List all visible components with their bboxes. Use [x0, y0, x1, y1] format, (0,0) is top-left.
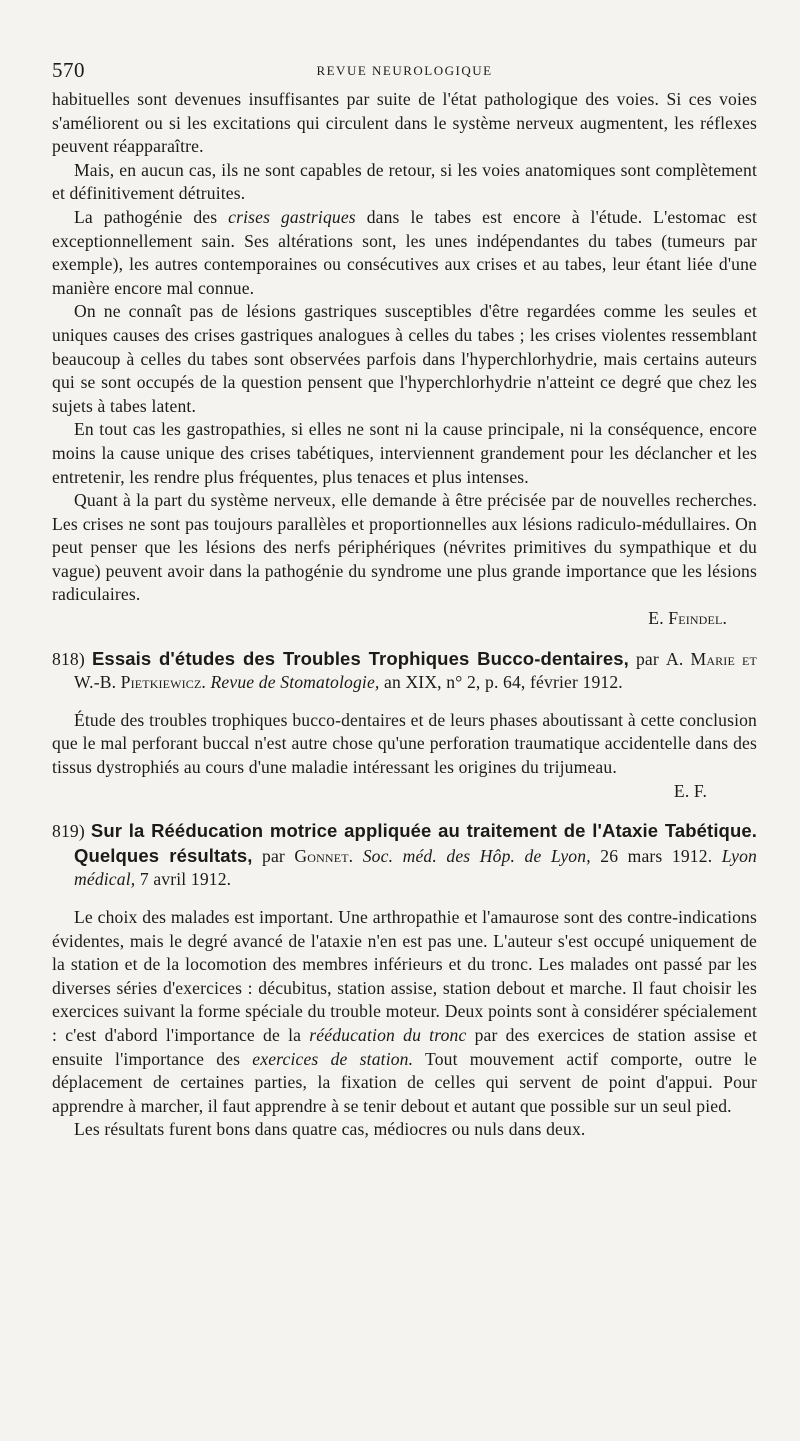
italic-term: rééducation du tronc	[309, 1024, 467, 1045]
paragraph: En tout cas les gastropathies, si elles ne sont ni la cause principale, ni la conséquence, encore moins la cause unique des crises tabétiques, interviennent grandement pour les déclancher et les entretenir, les rendre plus fréquentes, plus tenaces et plus intenses.	[52, 419, 757, 487]
citation: an XIX, n° 2, p. 64, février 1912.	[379, 672, 623, 693]
preceding-review-continuation	[52, 88, 757, 631]
running-head: REVUE NEUROLOGIQUE	[316, 63, 493, 78]
italic-term: exercices de station.	[252, 1048, 414, 1069]
journal-name: Lyon médical,	[74, 845, 757, 890]
page-header	[52, 58, 757, 88]
citation: 7 avril 1912.	[135, 869, 232, 890]
review-entry-818	[52, 647, 757, 804]
page-number: 570	[52, 58, 85, 82]
signature: E. F.	[673, 780, 707, 801]
journal-name: Soc. méd. des Hôp. de Lyon,	[362, 845, 591, 866]
entry-body: Étude des troubles trophiques bucco-dentaires et de leurs phases aboutissant à cette conclusion que le mal perforant buccal n'est autre chose qu'une perforation traumatique accidentelle dans des tissus dystrophiés au cours d'une maladie intéressant les origines du trijumeau.	[52, 709, 757, 778]
text-run: par	[628, 648, 667, 669]
signature-line	[52, 780, 757, 804]
text-run: dans le tabes est encore à l'étude. L'estomac est exceptionnellement sain. Ses altérations sont, les unes indépendantes du tabes (tumeurs par exemple), les autres contemporaines ou consécutives aux crises et au tabes, leur étant liée d'une manière encore mal connue.	[52, 206, 757, 298]
entry-number: 819)	[52, 821, 85, 842]
text-run: La pathogénie des	[74, 206, 229, 227]
paragraph: Mais, en aucun cas, ils ne sont capables de retour, si les voies anatomiques sont complètement et définitivement détruites.	[52, 159, 757, 204]
entry-number: 818)	[52, 648, 85, 669]
entry-authors: A. Marie et W.-B. Pietkiewicz.	[74, 648, 757, 693]
paragraph: habituelles sont devenues insuffisantes par suite de l'état pathologique des voies. Si ces voies s'améliorent ou si les excitations qui circulent dans le système nerveux augmentent, les réflexes peuvent réapparaître.	[52, 89, 757, 157]
entry-title: Essais d'études des Troubles Trophiques Bucco-dentaires,	[91, 647, 629, 669]
entry-authors: Gonnet.	[294, 845, 354, 866]
italic-term: crises gastriques	[228, 206, 356, 227]
journal-name: Revue de Stomatologie,	[210, 672, 380, 693]
paragraph: On ne connaît pas de lésions gastriques susceptibles d'être regardées comme les seules et uniques causes des crises gastriques analogues à celles du tabes ; les crises violentes ressemblant beaucoup à celles du tabes sont observées parfois dans l'hyperchlorhydrie, mais certains auteurs qui se sont occupés de la question pensent que l'hyperchlorhydrie n'atteint ce degré que chez les sujets à tabes latent.	[52, 301, 757, 416]
text-run: par	[252, 845, 295, 866]
entry-heading	[52, 819, 757, 892]
journal-page	[52, 58, 757, 1142]
text-run: Le choix des malades est important. Une arthropathie et l'amaurose sont des contre-indications évidentes, mais le degré avancé de l'ataxie n'en est pas une. L'auteur s'est occupé uniquement de la station et de la locomotion des membres inférieurs et du tronc. Les malades ont passé par les diverses séries d'exercices : décubitus, station assise, station debout et marche. Il faut choisir les exercices suivant la forme spéciale du trouble moteur. Deux points sont à considérer spécialement : c'est d'abord l'importance de la	[52, 907, 757, 1045]
citation: 26 mars 1912.	[590, 845, 722, 866]
text-run: Tout mouvement actif comporte, outre le déplacement de certaines parties, la fixation de celles qui servent de point d'appui. Pour apprendre à marcher, il faut apprendre à se tenir debout et autant que possible sur un seul pied.	[52, 1048, 757, 1116]
entry-body: Les résultats furent bons dans quatre cas, médiocres ou nuls dans deux.	[74, 1119, 586, 1140]
entry-title: Sur la Rééducation motrice appliquée au traitement de l'Ataxie Tabétique. Quelques résultats,	[74, 820, 757, 866]
entry-body	[52, 906, 757, 1118]
signature: E. Feindel.	[648, 608, 727, 629]
paragraph: Quant à la part du système nerveux, elle demande à être précisée par de nouvelles recherches. Les crises ne sont pas toujours parallèles et proportionnelles aux lésions radiculo-médullaires. On peut penser que les lésions des nerfs périphériques (névrites primitives du sympathique et du vague) peuvent avoir dans la pathogénie du syndrome une plus grande importance que les lésions radiculaires.	[52, 490, 757, 605]
review-entry-819	[52, 819, 757, 1142]
entry-heading	[52, 647, 757, 695]
text-run: par des exercices de station assise et ensuite l'importance des	[52, 1024, 757, 1069]
paragraph	[52, 206, 757, 300]
signature-line	[52, 607, 757, 631]
